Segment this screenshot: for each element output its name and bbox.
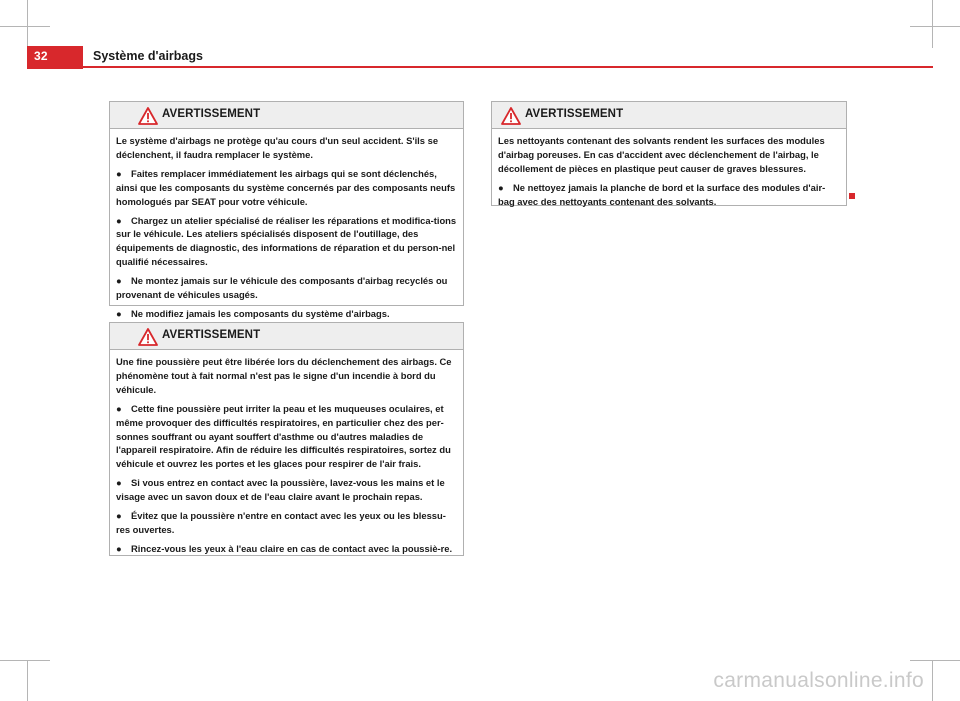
warning-title: AVERTISSEMENT <box>162 108 261 120</box>
warning-triangle-icon <box>138 328 158 346</box>
warning-bullet: ● Chargez un atelier spécialisé de réaliser les réparations et modifica-tions sur le véhicule. Les ateliers spécialisés disposent de l'outillage, des équipements de diagnostic, des informations de réparation et du person-nel qualifié nécessaires. <box>116 214 457 268</box>
warning-body <box>110 350 463 562</box>
crop-mark <box>910 26 960 27</box>
section-title: Système d'airbags <box>93 49 203 63</box>
warning-paragraph: Les nettoyants contenant des solvants rendent les surfaces des modules d'airbag poreuses. En cas d'accident avec déclenchement de l'airbag, le décollement de pièces en plastique peut causer de graves blessures. <box>498 135 825 174</box>
warning-bullet: ● Ne montez jamais sur le véhicule des composants d'airbag recyclés ou provenant de véhicules usagés. <box>116 275 448 301</box>
warning-bullet: ● Rincez-vous les yeux à l'eau claire en cas de contact avec la poussiè-re. <box>116 542 453 554</box>
crop-mark <box>932 0 933 48</box>
warning-body <box>110 129 463 327</box>
warning-triangle-icon <box>501 107 521 125</box>
warning-bullet: ● Si vous entrez en contact avec la poussière, lavez-vous les mains et le visage avec un savon doux et de l'eau claire avant le prochain repas. <box>116 477 445 503</box>
crop-mark <box>910 660 960 661</box>
end-of-section-mark <box>849 193 855 199</box>
warning-title: AVERTISSEMENT <box>162 329 261 341</box>
bullet-icon: ● <box>116 307 122 319</box>
warning-header <box>110 102 463 129</box>
page-number: 32 <box>34 49 48 63</box>
bullet-icon: ● <box>116 275 122 287</box>
warning-box-1 <box>109 101 464 319</box>
warning-paragraph: Une fine poussière peut être libérée lors du déclenchement des airbags. Ce phénomène tout à fait normal n'est pas le signe d'un incendie à bord du véhicule. <box>116 356 452 395</box>
warning-body <box>492 129 846 215</box>
warning-box-3 <box>491 101 847 206</box>
bullet-icon: ● <box>116 402 122 414</box>
warning-header <box>110 323 463 350</box>
bullet-icon: ● <box>116 167 122 179</box>
bullet-icon: ● <box>498 181 504 193</box>
bullet-icon: ● <box>116 477 122 489</box>
warning-bullet: ● Ne nettoyez jamais la planche de bord et la surface des modules d'air-bag avec des nettoyants contenant des solvants. <box>498 181 826 207</box>
warning-title: AVERTISSEMENT <box>525 108 624 120</box>
crop-mark <box>0 26 50 27</box>
bullet-icon: ● <box>116 542 122 554</box>
crop-mark <box>27 0 28 48</box>
header-rule <box>83 66 933 68</box>
warning-box-2 <box>109 322 464 556</box>
warning-bullet: ● Ne modifiez jamais les composants du système d'airbags. <box>116 307 390 319</box>
warning-bullet: ● Évitez que la poussière n'entre en contact avec les yeux ou les blessu-res ouvertes. <box>116 510 446 535</box>
warning-bullet: ● Faites remplacer immédiatement les airbags qui se sont déclenchés, ainsi que les composants du système concernés par des composants neufs homologués par SEAT pour votre véhicule. <box>116 167 456 207</box>
watermark: carmanualsonline.info <box>713 669 924 692</box>
crop-mark <box>27 660 28 701</box>
warning-paragraph: Le système d'airbags ne protège qu'au cours d'un seul accident. S'ils se déclenchent, il faudra remplacer le système. <box>116 135 439 160</box>
bullet-icon: ● <box>116 214 122 226</box>
bullet-icon: ● <box>116 510 122 522</box>
crop-mark <box>0 660 50 661</box>
crop-mark <box>932 660 933 701</box>
warning-triangle-icon <box>138 107 158 125</box>
warning-bullet: ● Cette fine poussière peut irriter la peau et les muqueuses oculaires, et même provoquer des difficultés respiratoires, en particulier chez des per-sonnes souffrant ou ayant souffert d'asthme ou d'autres maladies de l'appareil respiratoire. Afin de réduire les difficultés respiratoires, sortez du véhicule et ouvrez les portes et les glaces pour respirer de l'air frais. <box>116 402 451 470</box>
warning-header <box>492 102 846 129</box>
